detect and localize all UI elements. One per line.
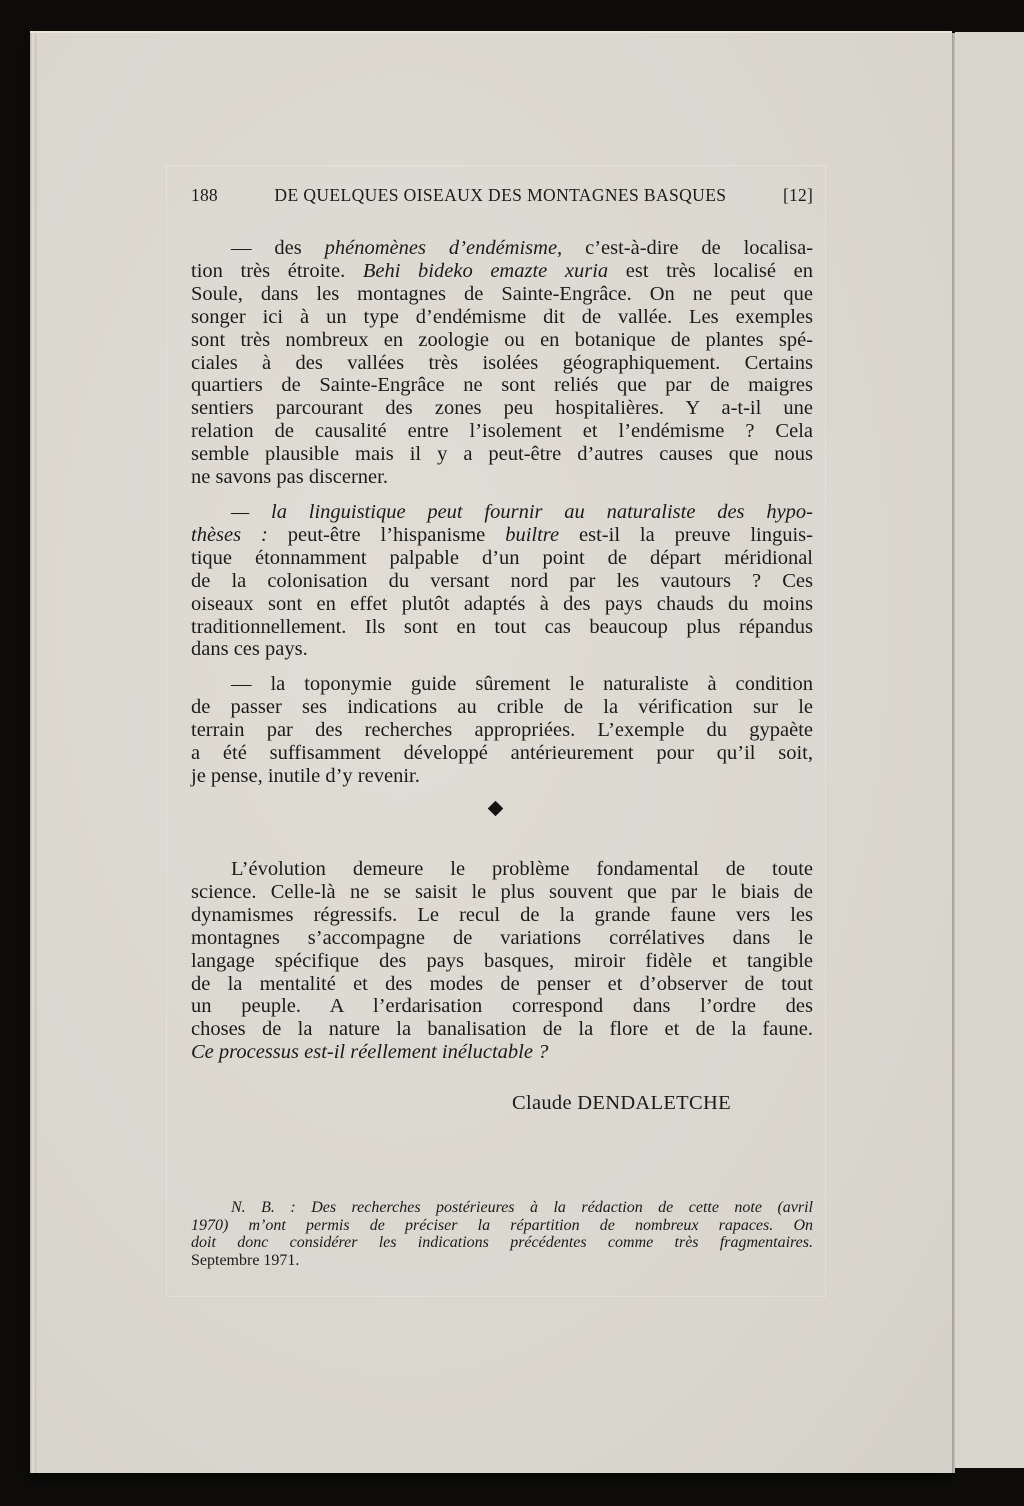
text-line: terrain par des recherches appropriées. L’exemple du gypaète — [191, 719, 813, 742]
text-line: relation de causalité entre l’isolement et l’endémisme ? Cela — [191, 420, 813, 443]
text-line — [191, 1217, 813, 1235]
italic-text: — la linguistique peut fournir au naturaliste des hypo- — [231, 500, 813, 523]
text-line: — des phénomènes d’endémisme, c’est-à-dire de localisa- — [231, 237, 814, 259]
text-line: tion très étroite. Behi bideko emazte xuria est très localisé en — [191, 259, 813, 282]
facing-page-edge — [955, 32, 1024, 1468]
page-top-edge — [30, 31, 952, 33]
text-line: semble plausible mais il y a peut-être d’autres causes que nous — [191, 443, 813, 466]
text-line — [191, 1199, 813, 1217]
author-signature: Claude DENDALETCHE — [512, 1092, 731, 1114]
section-number: [12] — [783, 185, 813, 205]
text-line: de la colonisation du versant nord par les vautours ? Ces — [191, 569, 813, 592]
text-line: de la mentalité et des modes de penser et d’observer de tout — [191, 972, 813, 995]
text-line — [191, 1041, 813, 1064]
italic-text: 1970) m’ont permis de préciser la répartition de nombreux rapaces. On — [191, 1216, 813, 1234]
text-line: dynamismes régressifs. Le recul de la grande faune vers les — [191, 903, 813, 926]
italic-text: Ce processus est-il réellement inéluctable ? — [191, 1041, 549, 1064]
text-line: de passer ses indications au crible de la vérification sur le — [191, 696, 813, 719]
running-head — [191, 185, 813, 215]
text-block — [191, 185, 813, 788]
text-line: je pense, inutile d’y revenir. — [191, 764, 420, 787]
text-line: thèses : peut-être l’hispanisme builtre est-il la preuve linguis- — [191, 523, 813, 546]
paragraph-endemism — [191, 237, 813, 489]
italic-text: phénomènes d’endémisme, — [324, 237, 563, 259]
italic-text: Behi bideko emazte xuria — [362, 259, 609, 282]
paragraph-linguistics — [191, 501, 813, 661]
text-line: — la toponymie guide sûrement le naturaliste à condition — [231, 673, 813, 696]
text-line: quartiers de Sainte-Engrâce ne sont reliés que par de maigres — [191, 374, 813, 397]
nota-bene-note — [191, 1199, 813, 1269]
text-line: ne savons pas discerner. — [191, 466, 388, 489]
text-line: Soule, dans les montagnes de Sainte-Engrâce. On ne peut que — [191, 282, 813, 305]
page-number: 188 — [191, 185, 218, 205]
text-line: songer ici à un type d’endémisme dit de vallée. Les exemples — [191, 305, 813, 328]
text-line: sont très nombreux en zoologie ou en botanique de plantes spé- — [191, 328, 813, 351]
text-line: sentiers parcourant des zones peu hospitalières. Y a-t-il une — [191, 397, 813, 420]
italic-text: doit donc considérer les indications précédentes comme très fragmentaires. — [191, 1234, 813, 1251]
text-line: traditionnellement. Ils sont en tout cas beaucoup plus répandus — [191, 615, 813, 638]
text-line: un peuple. A l’erdarisation correspond dans l’ordre des — [191, 995, 813, 1018]
text-line: L’évolution demeure le problème fondamental de toute — [231, 858, 813, 880]
text-line: science. Celle-là ne se saisit le plus souvent que par le biais de — [191, 880, 813, 903]
paragraph-toponymy — [191, 673, 813, 788]
italic-text: builtre — [505, 523, 560, 546]
text-line: oiseaux sont en effet plutôt adaptés à des pays chauds du moins — [191, 592, 813, 615]
text-line: dans ces pays. — [191, 638, 308, 661]
conclusion-block — [191, 858, 813, 1064]
text-line: Septembre 1971. — [191, 1251, 300, 1269]
italic-text: N. B. : Des recherches postérieures à la rédaction de cette note (avril — [231, 1199, 813, 1216]
text-line — [191, 501, 813, 524]
italic-text: thèses : — [191, 523, 268, 546]
text-line: ciales à des vallées très isolées géographiquement. Certains — [191, 351, 813, 374]
text-line: langage spécifique des pays basques, miroir fidèle et tangible — [191, 949, 813, 972]
text-line: choses de la nature la banalisation de la flore et de la faune. — [191, 1018, 813, 1041]
text-line — [191, 1234, 813, 1252]
running-title: DE QUELQUES OISEAUX DES MONTAGNES BASQUES — [274, 185, 727, 205]
text-line: montagnes s’accompagne de variations corrélatives dans le — [191, 926, 813, 949]
paragraph-conclusion — [191, 858, 813, 1064]
text-line: tique étonnamment palpable d’un point de départ méridional — [191, 546, 813, 569]
text-line: a été suffisamment développé antérieurement pour qu’il soit, — [191, 742, 813, 765]
page-stack-edge — [30, 31, 38, 1473]
